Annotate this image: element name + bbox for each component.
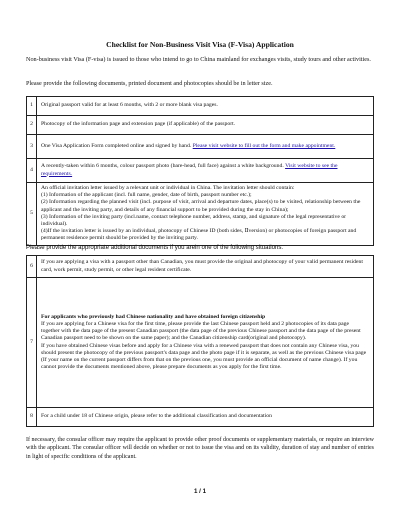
row-number: 4 bbox=[27, 159, 37, 183]
footer-paragraph: If necessary, the consular officer may require the applicant to provide other proof documents or supplementary materials, or require an interview with the applicant. The consular officer will decide on whether or not to issue the visa and on its validity, duration of stay and number of entries in light of specific conditions of the applicant. bbox=[26, 437, 374, 460]
row-number: 6 bbox=[27, 256, 37, 278]
row-text bbox=[37, 159, 374, 183]
additional-documents-heading: Please provide the appropriate additional documents if you arein one of the following situations. bbox=[26, 244, 284, 251]
row-number: 2 bbox=[27, 116, 37, 135]
row-number: 7 bbox=[27, 278, 37, 408]
invitation-line: (4)If the invitation letter is issued by an individual, photocopy of Chinese ID (both sides, Ⅱversion) or photocopies of foreign passport and permanent residence permit should be provided by the inviting party. bbox=[41, 228, 357, 242]
row-number: 1 bbox=[27, 97, 37, 116]
row-text bbox=[37, 278, 374, 408]
row-text-main: One Visa Application Form completed online and signed by hand. bbox=[41, 142, 193, 149]
page-number: 1 / 1 bbox=[193, 488, 207, 495]
photo-requirements-link[interactable]: Visit website to see the requirements. bbox=[41, 163, 338, 177]
table-row bbox=[27, 116, 374, 135]
table-row bbox=[27, 278, 374, 408]
required-documents-table bbox=[26, 96, 374, 246]
row-text bbox=[37, 135, 374, 159]
row-text bbox=[37, 183, 374, 246]
table-row bbox=[27, 183, 374, 246]
row-number: 8 bbox=[27, 408, 37, 427]
invitation-line: (2) Information regarding the planned visit (incl. purpose of visit, arrival and departure dates, place(s) to be visited, relationship between the applicant and the inviting party, and details of any financial support to be provided during the stay in China); bbox=[41, 199, 361, 213]
row-text: For a child under 18 of Chinese origin, please refer to the additional classification and documentation bbox=[37, 408, 374, 427]
row-text: Photocopy of the information page and extension page (if applicable) of the passport. bbox=[37, 116, 374, 135]
document-title: Checklist for Non-Business Visit Visa (F-Visa) Application bbox=[106, 40, 294, 49]
invitation-line: (3) Information of the inviting party (incl.name, contact telephone number, address, stamp, and signature of the legal representative or individual). bbox=[41, 213, 347, 228]
table-row bbox=[27, 97, 374, 116]
table-row bbox=[27, 159, 374, 183]
invitation-line: (1) Information of the applicant (incl. full name, gender, date of birth, passport number etc.); bbox=[41, 192, 252, 199]
table-row bbox=[27, 408, 374, 427]
table-row bbox=[27, 256, 374, 278]
intro-paragraph: Non-business visit Visa (F-visa) is issued to those who intend to go to China mainland for exchanges visits, study tours and other activities. bbox=[26, 56, 371, 63]
table-row bbox=[27, 135, 374, 159]
row-text: Original passport valid for at least 6 months, with 2 or more blank visa pages. bbox=[37, 97, 374, 116]
invitation-line: An official invitation letter issued by a relevant unit or individual in China. The invitation letter should contain: bbox=[41, 185, 295, 191]
instructions-paragraph: Please provide the following documents, printed document and photocopies should be in letter size. bbox=[26, 80, 273, 87]
row-number: 3 bbox=[27, 135, 37, 159]
row-paragraph: If you are applying for a Chinese visa for the first time, please provide the last Chinese passport held and 2 photocopies of its data page together with the data page of the present Canadian passport (the data page of the previous Chinese passport and the data page of the present Canadian passport need to be shown on the same paper); and the Canadian citizenship card(original and photocopy). bbox=[41, 320, 361, 342]
row-text: If you are applying a visa with a passport other than Canadian, you must provide the original and photocopy of your valid permanent resident card, work permit, study permit, or other legal resident certificate. bbox=[37, 256, 374, 278]
additional-documents-table bbox=[26, 255, 374, 427]
row-paragraph: If you have obtained Chinese visas before and apply for a Chinese visa with a renewed passport that does not contain any Chinese visa, you should present the photocopy of the previous passport's data page and the photo page if it is separate, as well as the previous Chinese visa page (If your name on the current passport differs from that on the previous one, you must provide an official document of name change). If you cannot provide the documents mentioned above, please prepare documents as you apply for the first time. bbox=[41, 342, 367, 371]
row-number: 5 bbox=[27, 183, 37, 246]
visa-form-link[interactable]: Please visit website to fill out the form and make appointment. bbox=[192, 142, 336, 149]
row-heading: For applicants who previously had Chinese nationality and have obtained foreign citizenship bbox=[41, 313, 266, 320]
row-text-main: A recently-taken within 6 months, colour passport photo (bare-head, full face) against a white background. bbox=[41, 163, 286, 170]
